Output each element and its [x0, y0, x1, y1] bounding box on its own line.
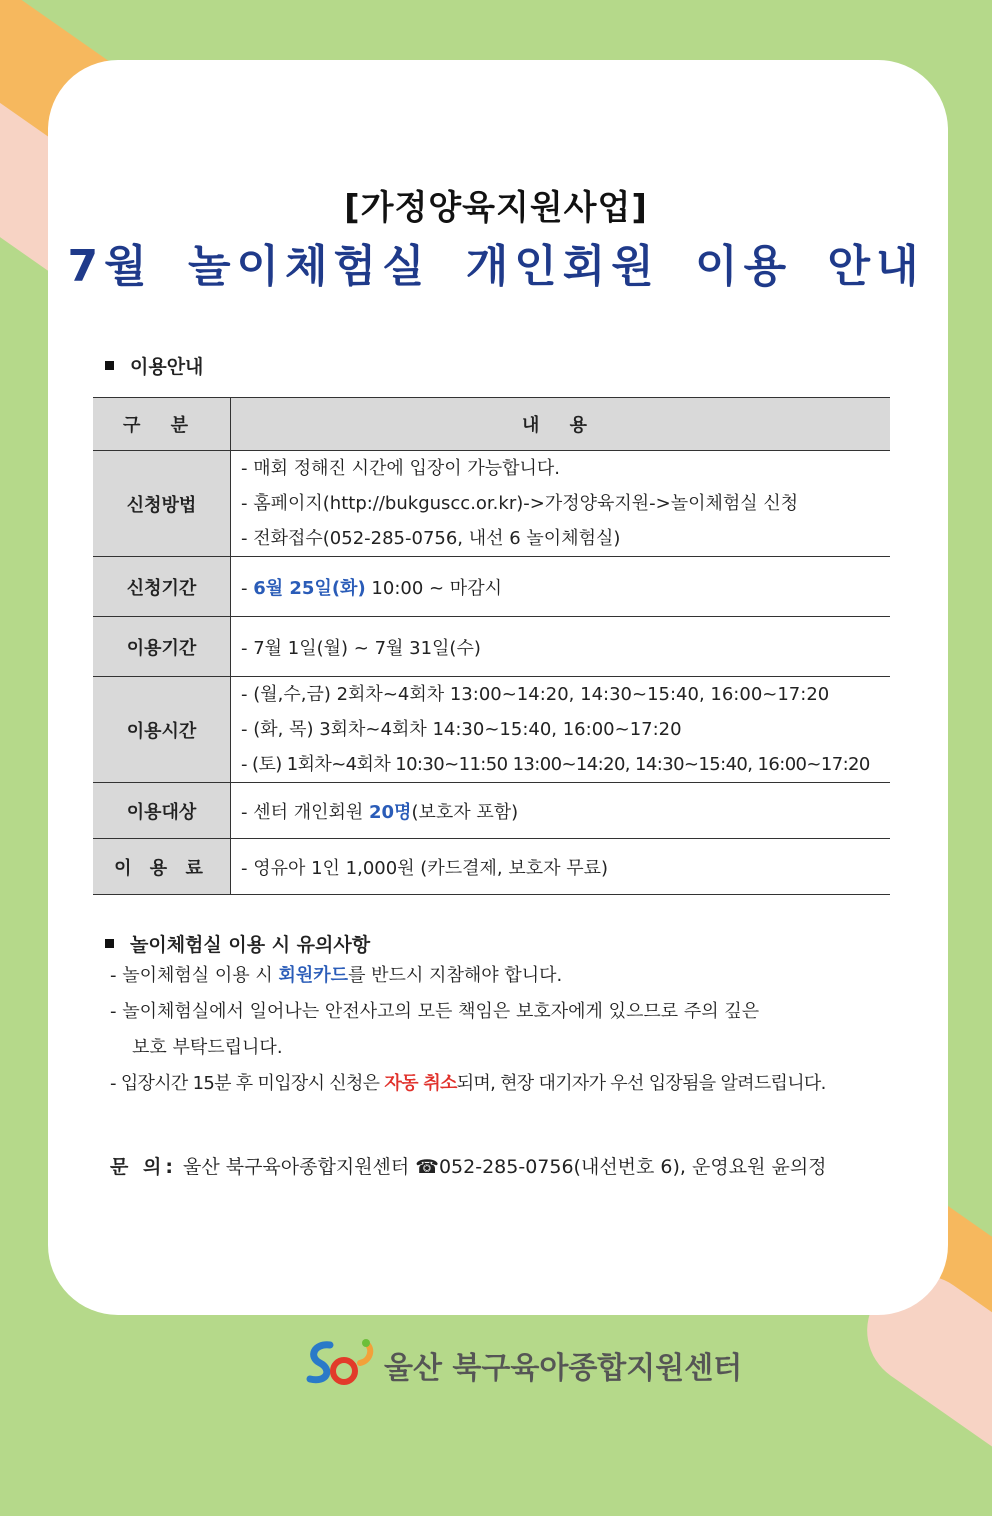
highlight-date: 6월 25일(화): [253, 577, 366, 599]
note-item: - 놀이체험실에서 일어나는 안전사고의 모든 책임은 보호자에게 있으므로 주의 깊은: [110, 1001, 760, 1022]
contact-label: 문 의:: [110, 1156, 177, 1178]
footer-org-name: 울산 북구육아종합지원센터: [384, 1351, 743, 1386]
row-label: 이 용 료: [93, 839, 231, 895]
section-heading-notes: 놀이체험실 이용 시 유의사항: [105, 930, 370, 957]
table-row: 이용대상 - 센터 개인회원 20명(보호자 포함): [93, 783, 890, 839]
square-bullet-icon: [105, 361, 114, 370]
section-heading-usage: 이용안내: [105, 352, 203, 379]
row-line: - (화, 목) 3회차~4회차 14:30~15:40, 16:00~17:20: [241, 719, 682, 740]
table-row: [93, 617, 890, 677]
contact-text: 울산 북구육아종합지원센터 ☎052-285-0756(내선번호 6), 운영요원 윤의정: [182, 1156, 827, 1178]
row-label: 이용기간: [93, 617, 231, 677]
table-row: [93, 839, 890, 895]
row-line: - 7월 1일(월) ~ 7월 31일(수): [231, 617, 891, 677]
row-label: 신청기간: [93, 557, 231, 617]
contact-info: [110, 1152, 827, 1179]
center-logo-icon: [300, 1333, 380, 1393]
note-item: - 놀이체험실 이용 시 회원카드를 반드시 지참해야 합니다.: [110, 965, 563, 986]
title-main: 7월 놀이체험실 개인회원 이용 안내: [67, 241, 925, 292]
table-header-row: [93, 398, 890, 451]
row-label: 이용시간: [93, 677, 231, 783]
row-line: - (월,수,금) 2회차~4회차 13:00~14:20, 14:30~15:40, 16:00~17:20: [241, 684, 830, 705]
highlight-count: 20명: [369, 801, 412, 823]
row-line: - 영유아 1인 1,000원 (카드결제, 보호자 무료): [231, 839, 891, 895]
row-line: - (토) 1회차~4회차 10:30~11:50 13:00~14:20, 14:30~15:40, 16:00~17:20: [241, 754, 870, 775]
notes-list: [110, 958, 826, 1102]
usage-table: [93, 397, 890, 895]
row-label: 신청방법: [93, 451, 231, 557]
table-row: 신청기간 - 6월 25일(화) 10:00 ~ 마감시: [93, 557, 890, 617]
row-line: - 전화접수(052-285-0756, 내선 6 놀이체험실): [241, 528, 621, 549]
note-item-continued: 보호 부탁드립니다.: [132, 1037, 283, 1058]
title-program: [가정양육지원사업]: [344, 188, 648, 228]
table-row: [93, 451, 890, 557]
highlight-member-card: 회원카드: [278, 965, 349, 986]
highlight-auto-cancel: 자동 취소: [384, 1073, 457, 1094]
header-content: 내 용: [231, 398, 891, 451]
row-label: 이용대상: [93, 783, 231, 839]
header-category: 구 분: [93, 398, 231, 451]
note-item: - 입장시간 15분 후 미입장시 신청은 자동 취소되며, 현장 대기자가 우선 입장됨을 알려드립니다.: [110, 1073, 826, 1094]
square-bullet-icon: [105, 939, 114, 948]
row-line-homepage: - 홈페이지(http://bukguscc.or.kr)->가정양육지원->놀이체험실 신청: [241, 493, 799, 514]
row-line: - 매회 정해진 시간에 입장이 가능합니다.: [241, 458, 561, 479]
table-row: [93, 677, 890, 783]
